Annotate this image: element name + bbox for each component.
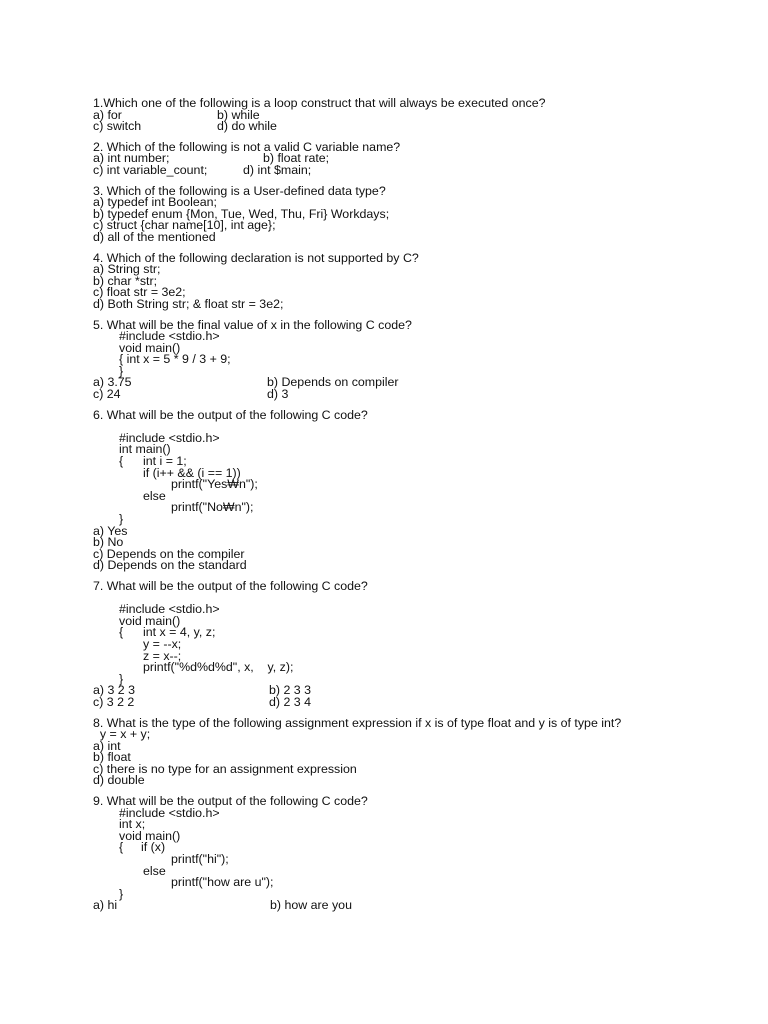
option-c: c) switch: [93, 119, 142, 134]
code-line: #include <stdio.h>: [119, 430, 220, 445]
question-3: [93, 183, 733, 244]
option-d: d) all of the mentioned: [93, 229, 216, 244]
option-b: b) 2 3 3: [269, 683, 312, 698]
question-5: [93, 317, 733, 402]
code-line: #include <stdio.h>: [119, 805, 220, 820]
code-line: printf("how are u");: [171, 875, 274, 890]
options-row: [93, 107, 733, 122]
options-row: [93, 162, 733, 177]
code-text: if (x): [141, 840, 166, 855]
option-d: d) int $main;: [243, 162, 312, 177]
question-title: 4. Which of the following declaration is not supported by C?: [93, 250, 419, 265]
code-line: printf("%d%d%d", x, y, z);: [143, 660, 294, 675]
option-b: b) typedef enum {Mon, Tue, Wed, Thu, Fri} Workdays;: [93, 206, 390, 221]
question-1: [93, 98, 733, 133]
option-c: c) struct {char name[10], int age};: [93, 218, 276, 233]
code-line: else: [143, 863, 166, 878]
code-brace: {: [119, 454, 124, 469]
option-b: b) float: [93, 750, 131, 765]
options-row: [93, 685, 733, 697]
code-line: void main(): [119, 340, 181, 355]
code-brace: {: [119, 625, 124, 640]
question-title: 9. What will be the output of the following C code?: [93, 794, 368, 809]
option-c: c) there is no type for an assignment expression: [93, 761, 357, 776]
question-2: [93, 139, 733, 177]
quiz-page: [93, 98, 733, 921]
option-b: b) while: [217, 107, 260, 122]
question-title: 6. What will be the output of the following C code?: [93, 407, 368, 422]
option-a: a) for: [93, 107, 122, 122]
code-line: printf("Yes₩n");: [171, 477, 258, 492]
code-line: y = x + y;: [93, 727, 151, 742]
option-d: d) do while: [217, 119, 277, 134]
question-8: [93, 715, 733, 788]
code-brace: {: [119, 840, 124, 855]
code-line: void main(): [119, 613, 181, 628]
option-d: d) Both String str; & float str = 3e2;: [93, 296, 284, 311]
question-4: [93, 250, 733, 311]
option-b: b) how are you: [270, 898, 352, 913]
option-d: d) double: [93, 773, 145, 788]
code-line: int main(): [119, 442, 171, 457]
option-a: a) hi: [93, 898, 118, 913]
code-text: int x = 4, y, z;: [143, 625, 216, 640]
code-line: }: [119, 671, 124, 686]
code-line: void main(): [119, 828, 181, 843]
option-c: c) Depends on the compiler: [93, 546, 245, 561]
options-row: [93, 377, 733, 389]
option-b: b) No: [93, 535, 124, 550]
option-b: b) char *str;: [93, 273, 158, 288]
option-d: d) 3: [267, 387, 289, 402]
option-d: d) Depends on the standard: [93, 558, 247, 573]
question-title: 7. What will be the output of the following C code?: [93, 578, 368, 593]
options-row: [93, 389, 733, 401]
question-9: [93, 796, 733, 912]
code-line: printf("hi");: [171, 852, 229, 867]
code-line: printf("No₩n");: [171, 500, 254, 515]
code-line: #include <stdio.h>: [119, 602, 220, 617]
question-title: 5. What will be the final value of x in the following C code?: [93, 317, 412, 332]
option-a: a) int: [93, 738, 121, 753]
option-b: b) float rate;: [263, 151, 330, 166]
code-line: [93, 627, 733, 639]
code-line: if (i++ && (i == 1)): [143, 465, 241, 480]
question-7: [93, 578, 733, 709]
option-d: d) 2 3 4: [269, 694, 312, 709]
options-row: [93, 121, 733, 133]
option-a: a) typedef int Boolean;: [93, 195, 217, 210]
code-line: { int x = 5 * 9 / 3 + 9;: [119, 352, 231, 367]
option-c: c) 3 2 2: [93, 694, 135, 709]
option-c: c) 24: [93, 387, 121, 402]
question-title: 1.Which one of the following is a loop construct that will always be executed once?: [93, 96, 546, 110]
code-line: }: [119, 512, 124, 526]
code-text: int i = 1;: [143, 454, 187, 469]
option-a: a) 3 2 3: [93, 683, 136, 698]
code-line: y = --x;: [143, 636, 182, 651]
code-line: }: [119, 363, 124, 378]
option-a: a) String str;: [93, 262, 161, 277]
code-line: int x;: [119, 817, 146, 832]
question-6: [93, 407, 733, 573]
option-a: a) Yes: [93, 523, 128, 538]
option-b: b) Depends on compiler: [267, 375, 399, 390]
option-a: a) int number;: [93, 151, 170, 166]
option-c: c) int variable_count;: [93, 162, 208, 177]
code-line: z = x--;: [143, 648, 182, 663]
options-row: [93, 694, 733, 709]
code-line: else: [143, 488, 166, 503]
option-c: c) float str = 3e2;: [93, 285, 186, 300]
options-row: [93, 900, 733, 912]
option-a: a) 3.75: [93, 375, 132, 390]
question-title: 2. Which of the following is not a valid C variable name?: [93, 139, 401, 154]
code-line: #include <stdio.h>: [119, 329, 220, 344]
question-title: 3. Which of the following is a User-defined data type?: [93, 183, 386, 198]
code-line: }: [119, 886, 124, 901]
question-title: 8. What is the type of the following assignment expression if x is of type float and y is of type int?: [93, 715, 622, 730]
